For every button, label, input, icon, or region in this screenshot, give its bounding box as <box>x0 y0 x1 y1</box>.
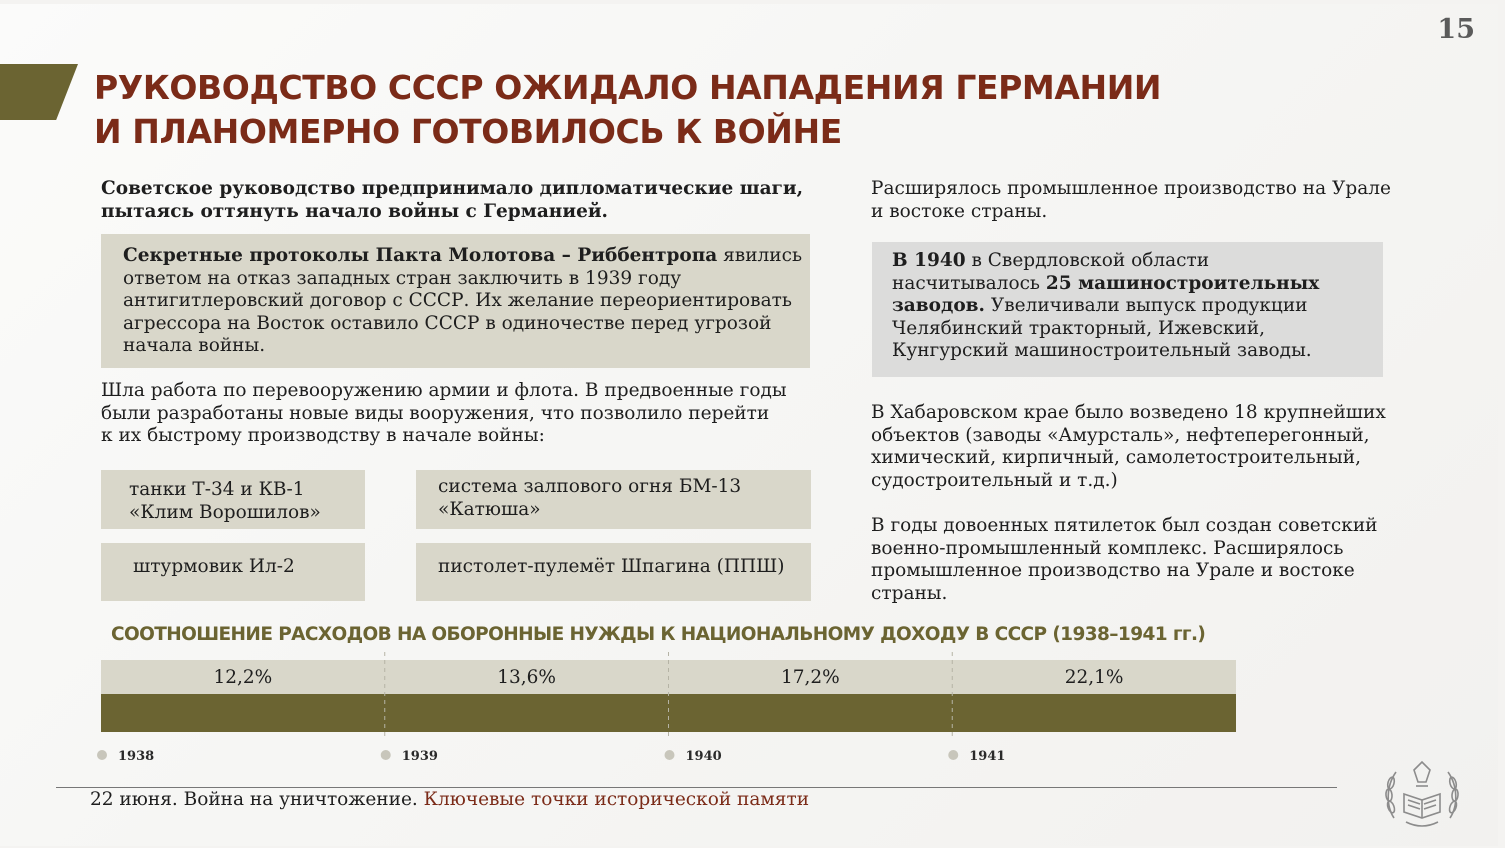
value-label: 17,2% <box>780 667 840 688</box>
sverdlovsk-text: В 1940 в Свердловской области насчитывалось 25 машиностроительных заводов. Увеличивали выпуск продукции Челябинский тракторный, Ижевский, Кунгурский машиностроительный заводы. <box>892 250 1320 361</box>
year-label: 1938 <box>118 749 155 764</box>
footer-text: 22 июня. Война на уничтожение. Ключевые точки исторической памяти <box>90 789 810 810</box>
chart-svg <box>101 660 1236 770</box>
title-line-1: РУКОВОДСТВО СССР ОЖИДАЛО НАПАДЕНИЯ ГЕРМАНИИ <box>94 68 1162 107</box>
khabarovsk-text: В Хабаровском крае было возведено 18 крупнейших объектов (заводы «Амурсталь», нефтеперегонный, химический, кирпичный, самолетостроительный, судостроительный и т.д.) <box>871 402 1386 491</box>
weapon-il2: штурмовик Ил-2 <box>101 543 365 601</box>
year-label: 1939 <box>401 749 438 764</box>
value-label: 22,1% <box>1064 667 1124 688</box>
year-marker <box>665 750 675 760</box>
page-number: 15 <box>1437 14 1475 45</box>
title-line-2: И ПЛАНОМЕРНО ГОТОВИЛОСЬ К ВОЙНЕ <box>94 112 842 151</box>
year-marker <box>948 750 958 760</box>
year-marker <box>381 750 391 760</box>
year-label: 1941 <box>969 749 1006 764</box>
weapon-ppsh: пистолет-пулемёт Шпагина (ППШ) <box>416 543 811 601</box>
weapon-t34-kv1: танки Т-34 и КВ-1 «Клим Ворошилов» <box>101 470 365 529</box>
footer-divider <box>56 787 1337 788</box>
value-label: 13,6% <box>497 667 557 688</box>
book-laurel-emblem-icon <box>1380 752 1464 836</box>
military-complex-text: В годы довоенных пятилеток был создан советский военно-промышленный комплекс. Расширялось промышленное производство на Урале и востоке страны. <box>871 515 1378 604</box>
value-label: 12,2% <box>213 667 273 688</box>
year-marker <box>97 750 107 760</box>
defense-spending-chart <box>101 660 1236 770</box>
chart-title: СООТНОШЕНИЕ РАСХОДОВ НА ОБОРОННЫЕ НУЖДЫ К НАЦИОНАЛЬНОМУ ДОХОДУ В СССР (1938–1941 гг.) <box>111 624 1206 645</box>
weapon-bm13-katyusha: система залпового огня БМ-13 «Катюша» <box>416 470 811 529</box>
diplomacy-intro: Советское руководство предпринимало дипломатические шаги, пытаясь оттянуть начало войны с Германией. <box>101 178 804 222</box>
page-title <box>94 66 1161 154</box>
industry-intro: Расширялось промышленное производство на Урале и востоке страны. <box>871 178 1391 222</box>
year-label: 1940 <box>685 749 722 764</box>
rearmament-text: Шла работа по перевооружению армии и флота. В предвоенные годы были разработаны новые виды вооружения, что позволило перейти к их быстрому производству в начале войны: <box>101 380 787 446</box>
pact-text: Секретные протоколы Пакта Молотова – Риббентропа явились ответом на отказ западных стран заключить в 1939 году антигитлеровский договор с СССР. Их желание переориентировать агрессора на Восток оставило СССР в одиночестве перед угрозой начала войны. <box>123 245 803 356</box>
